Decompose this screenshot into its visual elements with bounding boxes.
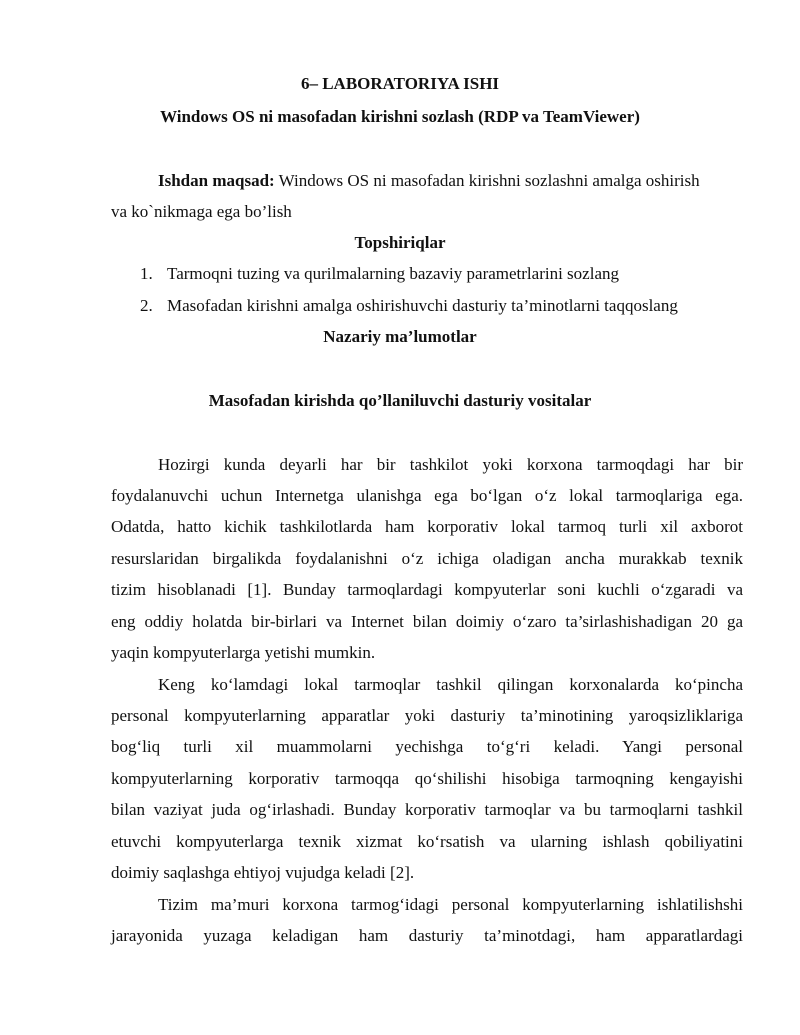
paragraph-3-line-1: Tizim ma’muri korxona tarmog‘idagi personal kompyuterlarning ishlatilishshi — [158, 895, 743, 914]
section-heading: Masofadan kirishda qo’llaniluvchi dasturiy vositalar — [208, 391, 592, 410]
paragraph-2-line-7: doimiy saqlashga ehtiyoj vujudga keladi [2]. — [111, 863, 415, 882]
paragraph-2-line-5: bilan vaziyat juda og‘irlashadi. Bunday korporativ tarmoqlar va bu tarmoqlarni tashkil — [111, 800, 743, 819]
theory-heading: Nazariy ma’lumotlar — [323, 327, 477, 346]
paragraph-1-line-6: eng oddiy holatda bir-birlari va Internet bilan doimiy o‘zaro ta’sirlashishadigan 20 ga — [111, 612, 743, 631]
task-1-number: 1. — [140, 264, 153, 283]
paragraph-1-line-4: resurslaridan birgalikda foydalanishni o‘z ichiga oladigan ancha murakkab texnik — [111, 549, 743, 568]
page-title: 6– LABORATORIYA ISHI — [300, 74, 500, 93]
paragraph-2-line-1: Keng ko‘lamdagi lokal tarmoqlar tashkil qilingan korxonalarda ko‘pincha — [158, 675, 743, 694]
paragraph-3-line-2: jarayonida yuzaga keladigan ham dasturiy ta’minotdagi, ham apparatlardagi — [111, 926, 743, 945]
purpose-line-2: va ko`nikmaga ega bo’lish — [111, 202, 292, 221]
paragraph-1-line-5: tizim hisoblanadi [1]. Bunday tarmoqlardagi kompyuterlar soni kuchli o‘zgaradi va — [111, 580, 743, 599]
paragraph-1-line-7: yaqin kompyuterlarga yetishi mumkin. — [111, 643, 376, 662]
task-2-number: 2. — [140, 296, 153, 315]
paragraph-1-line-1: Hozirgi kunda deyarli har bir tashkilot yoki korxona tarmoqdagi har bir — [158, 455, 743, 474]
purpose-label: Ishdan maqsad: — [158, 171, 275, 190]
paragraph-2-line-4: kompyuterlarning korporativ tarmoqqa qo‘shilishi hisobiga tarmoqning kengayishi — [111, 769, 743, 788]
paragraph-2-line-3: bog‘liq turli xil muammolarni yechishga to‘g‘ri keladi. Yangi personal — [111, 737, 743, 756]
paragraph-1-line-2: foydalanuvchi uchun Internetga ulanishga ega bo‘lgan o‘z lokal tarmoqlariga ega. — [111, 486, 743, 505]
paragraph-1-line-3: Odatda, hatto kichik tashkilotlarda ham korporativ lokal tarmoq turli xil axborot — [111, 517, 743, 536]
task-2-text: Masofadan kirishni amalga oshirishuvchi dasturiy ta’minotlarni taqqoslang — [167, 296, 678, 315]
task-1-text: Tarmoqni tuzing va qurilmalarning bazaviy parametrlarini sozlang — [167, 264, 619, 283]
purpose-line-1 — [158, 171, 700, 191]
page-subtitle: Windows OS ni masofadan kirishni sozlash (RDP va TeamViewer) — [160, 107, 640, 126]
tasks-heading: Topshiriqlar — [354, 233, 446, 252]
purpose-text-1: Windows OS ni masofadan kirishni sozlashni amalga oshirish — [274, 171, 700, 190]
paragraph-2-line-6: etuvchi kompyuterlarga texnik xizmat ko‘rsatish va ularning ishlash qobiliyatini — [111, 832, 743, 851]
paragraph-2-line-2: personal kompyuterlarning apparatlar yoki dasturiy ta’minotining yaroqsizliklariga — [111, 706, 743, 725]
